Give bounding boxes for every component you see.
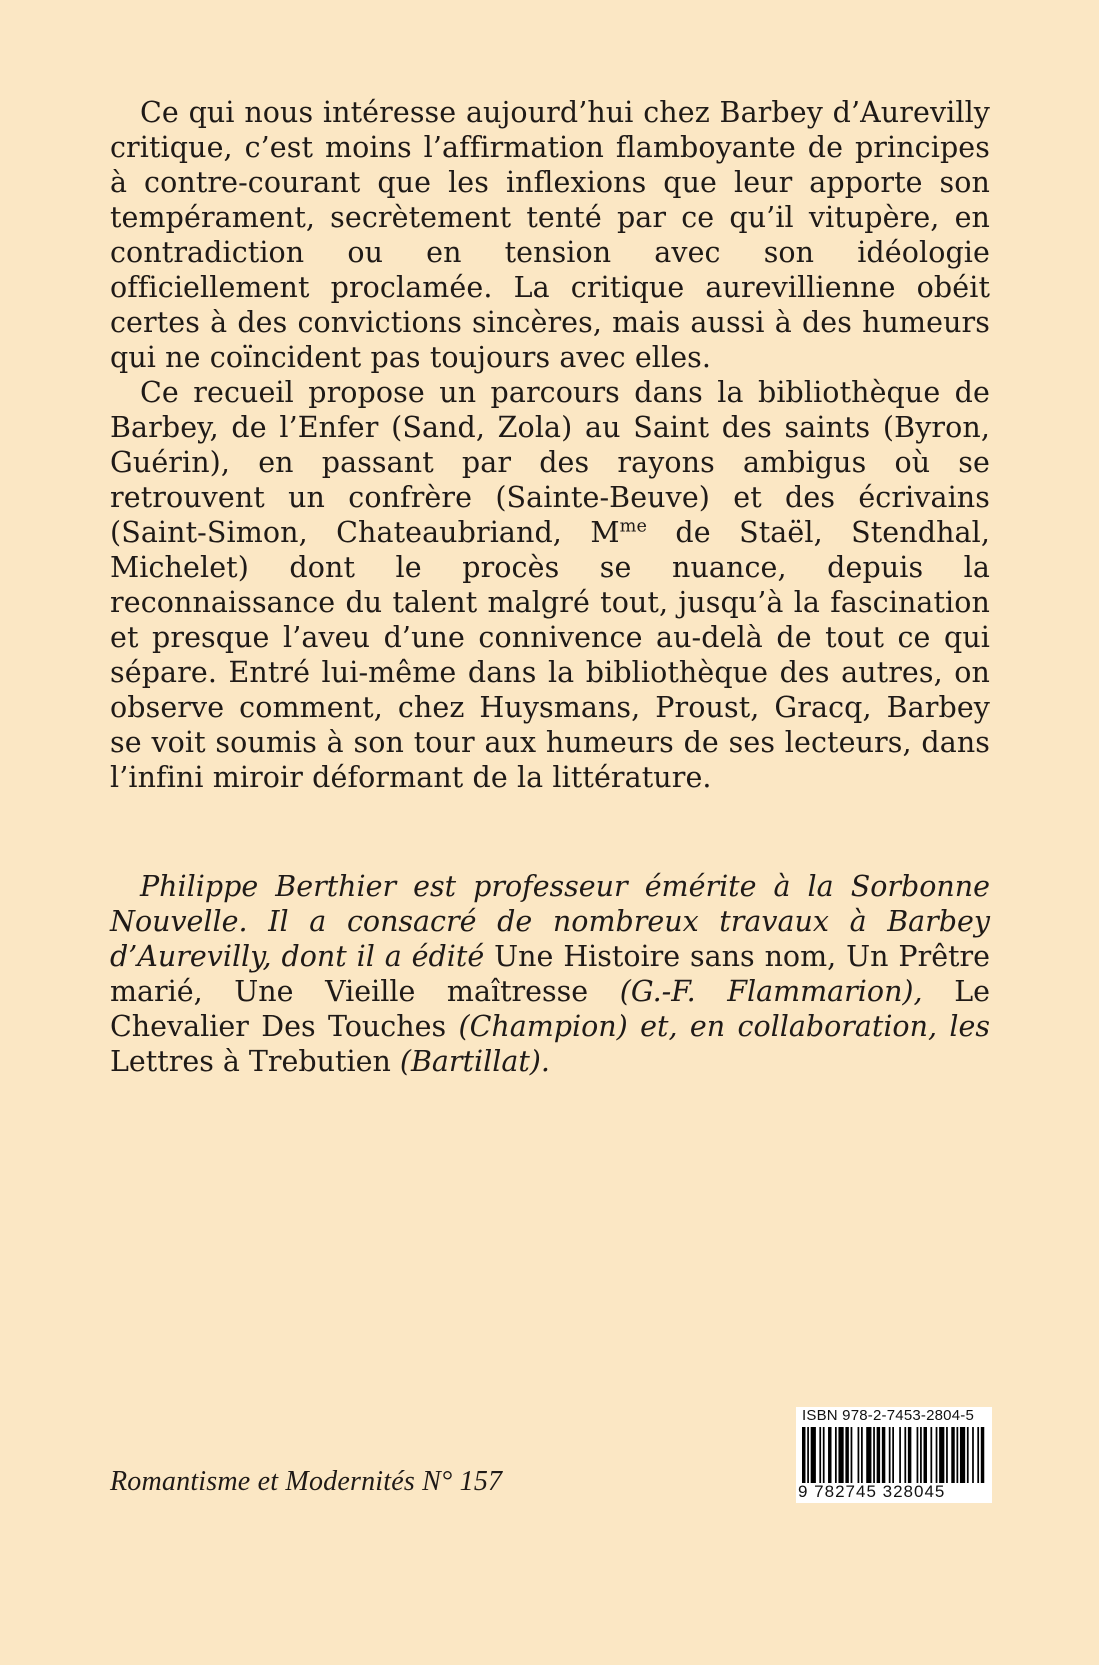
barcode-bar [819,1427,821,1483]
barcode-bar [811,1427,816,1483]
barcode-bar [951,1427,954,1483]
author-bio [110,869,990,1079]
barcode-bar [802,1427,805,1483]
barcode-bars [802,1427,986,1487]
barcode-bar [939,1427,944,1483]
barcode-bar [828,1427,831,1483]
barcode-bar [858,1427,860,1483]
barcode-bar [977,1427,979,1483]
isbn-barcode [796,1407,992,1503]
barcode-bar [892,1427,894,1483]
bio-italic-4: (Bartillat). [390,1045,550,1078]
barcode-bar [960,1427,965,1483]
barcode-bar [851,1427,853,1483]
barcode-bar [908,1427,911,1483]
barcode-bar [967,1427,969,1483]
barcode-bar [981,1427,984,1483]
barcode-bar [917,1427,919,1483]
barcode-bar [889,1427,891,1483]
barcode-bar [823,1427,825,1483]
summary-paragraph-2 [110,375,990,795]
bio-title-3: Lettres à Trebutien [110,1045,391,1078]
summary-paragraph-1: Ce qui nous intéresse aujourd’hui chez Barbey d’Aurevilly critique, c’est moins l’affirmation flamboyante de principes à contre-courant que les inflexions que leur apporte son tempérament, secrètement tenté par ce qu’il vitupère, en contradiction ou en tension avec son idéologie officiellement proclamée. La critique aurevillienne obéit certes à des convictions sincères, mais aussi à des humeurs qui ne coïncident pas toujours avec elles. [110,96,990,374]
barcode-bar [956,1427,958,1483]
barcode-bar [845,1427,848,1483]
barcode-bar [936,1427,938,1483]
barcode-bar [861,1427,863,1483]
barcode-bar [835,1427,837,1483]
back-cover-text [110,95,990,1079]
isbn-label: ISBN 978-2-7453-2804-5 [802,1407,975,1424]
bio-title-2: Le Chevalier Des Touches [110,975,990,1043]
barcode-bar [904,1427,906,1483]
barcode-bar [873,1427,875,1483]
summary-paragraph-2-part-1: Ce recueil propose un parcours dans la bibliothèque de Barbey, de l’Enfer (Sand, Zola) au Saint des saints (Byron, Guérin), en passant par des rayons ambigus où se retrouvent un confrère (Sainte-Beuve) et des écrivains (Saint-Simon, Chateaubriand, M [110,376,990,549]
barcode-bar [838,1427,843,1483]
barcode-digits: 9 782745 328045 [798,1482,946,1501]
barcode-bar [930,1427,932,1483]
summary-paragraph-2-part-2: de Staël, Stendhal, Michelet) dont le procès se nuance, depuis la reconnaissance du talent malgré tout, jusqu’à la fascination et presque l’aveu d’une connivence au-delà de tout ce qui sépare. Entré lui-même dans la bibliothèque des autres, on observe comment, chez Huysmans, Proust, Gracq, Barbey se voit soumis à son tour aux humeurs de ses lecteurs, dans l’infini miroir déformant de la littérature. [110,516,990,794]
barcode-bar [920,1427,922,1483]
barcode-bar [946,1427,948,1483]
bio-italic-1: Philippe Berthier est professeur émérite à la Sorbonne Nouvelle. Il a consacré de nombreux travaux à Barbey d’Aurevilly, dont il a édité [110,870,990,973]
bio-italic-3: (Champion) et, en collaboration, les [446,1010,990,1043]
series-label: Romantisme et Modernités N° 157 [110,1466,503,1497]
barcode-bar [899,1427,901,1483]
bio-italic-2: (G.-F. Flammarion), [588,975,955,1008]
barcode-bar [866,1427,871,1483]
barcode-bar [924,1427,927,1483]
madame-superscript: me [619,516,648,537]
barcode-bar [807,1427,809,1483]
barcode-bar [877,1427,880,1483]
bio-title-1: Une Histoire sans nom, Un Prêtre marié, Une Vieille maîtresse [110,940,991,1008]
barcode-bar [882,1427,885,1483]
barcode-bar [972,1427,974,1483]
